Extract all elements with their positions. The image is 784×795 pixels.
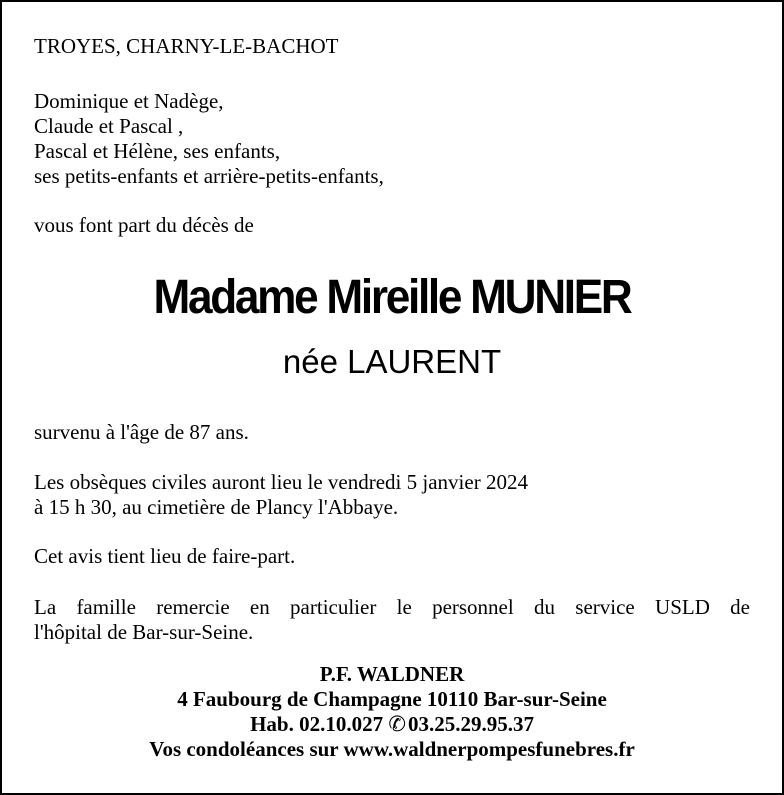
age-line: survenu à l'âge de 87 ans. — [34, 420, 249, 444]
condolences-link[interactable]: Vos condoléances sur www.waldnerpompesfunebres.fr — [149, 737, 635, 761]
funeral-home-name: P.F. WALDNER — [319, 662, 465, 686]
funeral-details — [34, 470, 750, 520]
funeral-home-address: 4 Faubourg de Champagne 10110 Bar-sur-Seine — [177, 687, 607, 711]
thanks-line: l'hôpital de Bar-sur-Seine. — [34, 620, 254, 644]
funeral-home-hab: Hab. 02.10.027 — [250, 712, 384, 736]
phone-icon: ✆ — [388, 712, 406, 736]
faire-part-line: Cet avis tient lieu de faire-part. — [34, 544, 296, 568]
maiden-name: née LAURENT — [282, 343, 502, 380]
funeral-line: Les obsèques civiles auront lieu le vendredi 5 janvier 2024 — [34, 470, 528, 494]
location-header — [34, 34, 750, 59]
funeral-line: à 15 h 30, au cimetière de Plancy l'Abbaye. — [34, 495, 399, 519]
family-list — [34, 89, 750, 189]
location-text: TROYES, CHARNY-LE-BACHOT — [34, 34, 339, 58]
funeral-home-contact — [2, 712, 782, 737]
funeral-home-block — [2, 662, 782, 762]
funeral-home-phone: 03.25.29.95.37 — [407, 712, 534, 736]
thanks-line: La famille remercie en particulier le personnel du service USLD de — [34, 595, 750, 619]
thanks-text — [34, 595, 750, 645]
age-text — [34, 420, 750, 445]
family-line: Claude et Pascal , — [34, 114, 184, 138]
family-line: Dominique et Nadège, — [34, 89, 224, 113]
intro-text — [34, 213, 750, 238]
deceased-name: Madame Mireille MUNIER — [153, 271, 631, 324]
faire-part-text — [34, 544, 750, 569]
intro-line: vous font part du décès de — [34, 213, 254, 237]
family-line: ses petits-enfants et arrière-petits-enfants, — [34, 164, 384, 188]
family-line: Pascal et Hélène, ses enfants, — [34, 139, 281, 163]
